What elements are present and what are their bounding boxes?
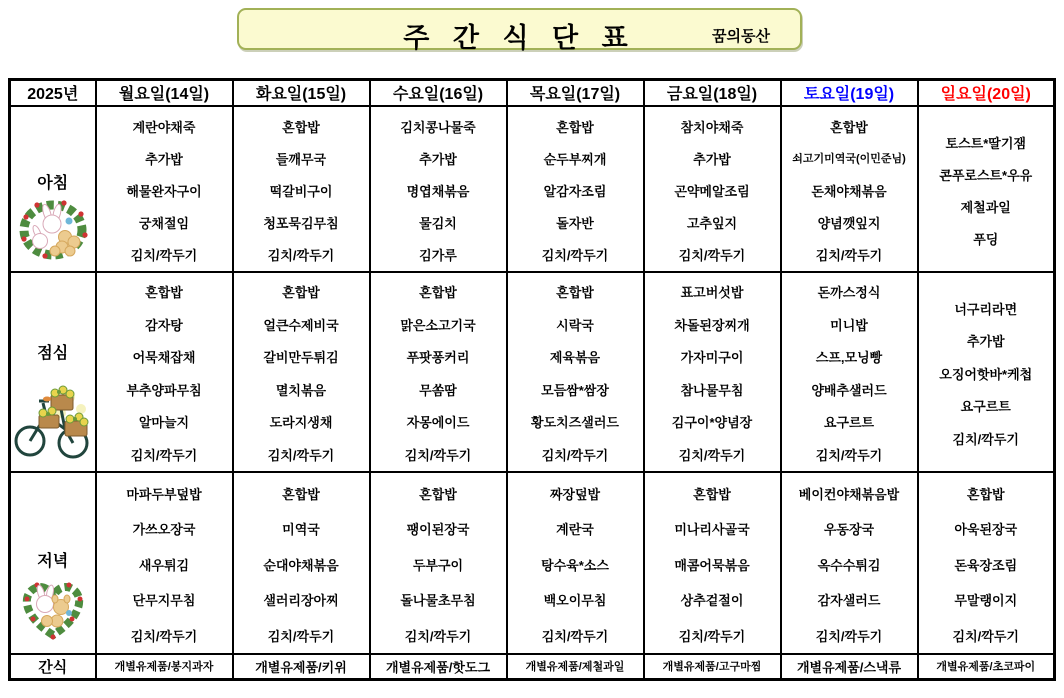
menu-item: 김치/깍두기 [815,247,883,263]
menu-item: 미역국 [282,522,320,538]
menu-item: 순대야채볶음 [263,557,339,573]
menu-item: 김치/깍두기 [267,247,335,263]
menu-item: 김치/깍두기 [952,431,1019,447]
menu-cell-items [919,656,1054,677]
menu-item: 미니밥 [830,317,868,333]
menu-item: 혼합밥 [145,285,183,301]
menu-cell-items [919,123,1054,254]
menu-cell-items [645,473,780,654]
menu-cell [644,472,781,655]
menu-item: 김치/깍두기 [404,447,472,463]
menu-item: 요구르트 [823,415,875,431]
menu-cell [644,106,781,272]
menu-item: 멸치볶음 [275,382,327,398]
flower-bicycle-icon [13,369,93,461]
menu-item: 김치/깍두기 [130,247,198,263]
menu-cell-items [919,473,1054,654]
menu-cell-items [234,473,369,654]
menu-cell [370,472,507,655]
menu-cell-items [97,273,232,471]
menu-item: 얼큰수제비국 [263,317,339,333]
menu-item: 김치/깍두기 [678,628,746,644]
menu-item: 혼합밥 [419,486,457,502]
menu-item: 혼합밥 [419,285,457,301]
menu-item: 백오이무침 [543,593,607,609]
menu-cell [918,272,1055,472]
day-header: 화요일(15일) [233,80,370,106]
menu-item: 김치/깍두기 [815,447,883,463]
menu-cell [781,106,918,272]
menu-cell-items [97,656,232,677]
menu-item: 명엽채볶음 [406,183,470,199]
menu-item: 돈까스정식 [817,285,881,301]
menu-cell [507,654,644,679]
menu-item: 추가밥 [419,151,457,167]
menu-cell-items [645,656,780,677]
menu-item: 김치/깍두기 [541,628,609,644]
menu-item: 혼합밥 [966,486,1005,502]
menu-item: 단무지무침 [132,593,196,609]
menu-cell [233,472,370,655]
meal-row-snack [10,654,1055,679]
menu-cell [96,272,233,472]
menu-item: 혼합밥 [830,119,868,135]
menu-cell [233,654,370,679]
menu-item: 개별유제품/고구마찜 [662,661,762,674]
menu-item: 우동장국 [823,522,875,538]
menu-item: 곤약메알조림 [674,183,750,199]
meal-rowhead-dinner [10,472,96,655]
menu-cell [233,106,370,272]
menu-item: 가쓰오장국 [132,522,196,538]
menu-cell [370,654,507,679]
menu-cell [370,106,507,272]
meal-rowhead-lunch [10,272,96,472]
menu-cell [370,272,507,472]
table-body [10,106,1055,680]
header-row [10,80,1055,106]
menu-item: 차돌된장찌개 [674,317,750,333]
menu-item: 쇠고기미역국(이민준님) [792,153,906,165]
menu-item: 김구이*양념장 [671,415,753,431]
menu-item: 개별유제품/스낵류 [796,659,902,675]
menu-item: 김가루 [419,247,457,263]
menu-item: 탕수육*소스 [541,557,609,573]
menu-cell-items [645,107,780,270]
meal-label-snack: 간식 [38,658,68,676]
meal-rowhead-inner [11,107,95,271]
menu-cell-items [508,273,643,471]
menu-item: 김치/깍두기 [678,447,746,463]
menu-item: 감자탕 [145,317,183,333]
menu-item: 콘푸로스트*우유 [939,167,1033,183]
menu-item: 혼합밥 [693,486,731,502]
menu-item: 감자샐러드 [817,593,881,609]
menu-cell-items [508,107,643,270]
menu-item: 요구르트 [960,399,1011,414]
menu-cell [781,472,918,655]
menu-cell-items [645,273,780,471]
menu-item: 자몽에이드 [406,415,470,431]
menu-item: 도라지생채 [269,415,333,431]
menu-item: 김치/깍두기 [130,447,198,463]
menu-item: 개별유제품/초코파이 [936,661,1036,674]
menu-item: 새우튀김 [138,557,190,573]
menu-item: 추가밥 [693,151,731,167]
menu-cell [507,472,644,655]
meal-rowhead-snack [10,654,96,679]
menu-item: 개별유제품/제철과일 [525,661,625,674]
menu-item: 청포묵김무침 [263,215,339,231]
menu-cell-items [97,473,232,654]
meal-rowhead-inner [11,273,95,471]
menu-item: 옥수수튀김 [817,557,881,573]
menu-item: 추가밥 [145,151,183,167]
menu-item: 두부구이 [412,557,464,573]
menu-item: 돈채야채볶음 [811,183,887,199]
meal-label-dinner: 저녁 [37,553,69,570]
menu-item: 물김치 [419,215,457,231]
menu-item: 어묵채잡채 [132,350,196,366]
day-header: 목요일(17일) [507,80,644,106]
org-name: 꿈의동산 [712,28,770,45]
menu-cell-items [919,289,1054,455]
menu-cell [644,654,781,679]
menu-item: 모듬쌈*쌈장 [541,382,609,398]
menu-item: 제육볶음 [549,350,601,366]
menu-item: 갈비만두튀김 [263,350,339,366]
menu-cell-items [371,656,506,677]
menu-item: 팽이된장국 [406,522,470,538]
menu-item: 계란국 [556,522,594,538]
menu-item: 혼합밥 [282,285,320,301]
menu-item: 스프,모닝빵 [815,350,883,366]
menu-cell [96,106,233,272]
menu-item: 제철과일 [960,199,1011,215]
menu-cell-items [234,656,369,677]
menu-cell [96,472,233,655]
menu-cell [781,654,918,679]
heart-wreath-icon [17,577,89,643]
menu-item: 김치/깍두기 [130,628,198,644]
menu-item: 부추양파무침 [126,382,202,398]
meal-label-breakfast: 아침 [37,174,69,192]
menu-item: 양배추샐러드 [811,382,887,398]
page-title: 주 간 식 단 표 [403,23,636,53]
menu-item: 들깨무국 [275,151,327,167]
menu-item: 맑은소고기국 [400,317,476,333]
meal-rowhead-inner [11,655,95,678]
menu-item: 알감자조림 [543,183,607,199]
menu-item: 혼합밥 [556,119,594,135]
menu-item: 아욱된장국 [954,522,1018,538]
menu-item: 추가밥 [966,334,1005,349]
menu-item: 푸딩 [973,231,999,247]
menu-item: 김치/깍두기 [404,628,472,644]
menu-item: 혼합밥 [556,285,594,301]
menu-item: 김치/깍두기 [541,247,609,263]
menu-item: 표고버섯밥 [680,285,744,301]
meal-label-lunch: 점심 [37,344,69,362]
menu-item: 혼합밥 [282,119,320,135]
menu-item: 마파두부덮밥 [126,486,202,502]
title-box [237,8,802,53]
menu-item: 베이컨야채볶음밥 [798,486,900,502]
menu-cell [96,654,233,679]
menu-cell-items [371,473,506,654]
menu-item: 김치/깍두기 [678,247,746,263]
menu-cell [233,272,370,472]
menu-cell-items [782,473,917,654]
menu-cell [918,654,1055,679]
menu-cell-items [782,656,917,677]
menu-item: 시락국 [556,317,594,333]
menu-item: 황도치즈샐러드 [531,415,619,431]
meal-row-lunch [10,272,1055,472]
meal-row-dinner [10,472,1055,655]
menu-item: 매콤어묵볶음 [674,557,750,573]
menu-cell [918,472,1055,655]
menu-cell [507,106,644,272]
day-header: 금요일(18일) [644,80,781,106]
menu-item: 계란야채죽 [132,119,196,135]
menu-item: 김치/깍두기 [267,447,335,463]
menu-item: 김치/깍두기 [267,628,335,644]
menu-cell-items [371,273,506,471]
menu-item: 너구리라면 [954,301,1018,317]
day-header: 수요일(16일) [370,80,507,106]
menu-item: 떡갈비구이 [269,183,333,199]
menu-item: 돌자반 [556,215,594,231]
wreath-bunnies-icon [17,199,89,261]
day-header: 월요일(14일) [96,80,233,106]
year-header: 2025년 [10,80,96,106]
menu-item: 오징어핫바*케첩 [939,366,1033,382]
meal-row-breakfast [10,106,1055,272]
menu-item: 무말랭이지 [954,593,1018,609]
menu-item: 순두부찌개 [543,151,607,167]
menu-cell-items [371,107,506,270]
menu-item: 궁채절임 [138,215,190,231]
meal-rowhead-breakfast [10,106,96,272]
menu-item: 미나리사골국 [674,522,750,538]
menu-item: 양념깻잎지 [817,215,881,231]
menu-cell-items [508,473,643,654]
meal-rowhead-inner [11,473,95,654]
menu-item: 김치콩나물죽 [400,119,476,135]
menu-cell-items [97,107,232,270]
menu-item: 고추잎지 [686,215,738,231]
menu-item: 개별유제품/키위 [255,659,347,675]
menu-item: 개별유제품/핫도그 [385,659,491,675]
menu-item: 해물완자구이 [126,183,202,199]
menu-item: 알마늘지 [138,415,190,431]
menu-item: 토스트*딸기잼 [945,135,1026,151]
menu-item: 가자미구이 [680,350,744,366]
menu-cell [918,106,1055,272]
menu-cell [644,272,781,472]
menu-cell [781,272,918,472]
menu-cell-items [234,107,369,270]
menu-item: 짜장덮밥 [549,486,601,502]
menu-item: 돌나물초무침 [400,593,476,609]
menu-item: 상추겉절이 [680,593,744,609]
menu-item: 샐러리장아찌 [263,593,339,609]
menu-item: 푸팟퐁커리 [406,350,470,366]
menu-item: 돈육장조림 [954,557,1018,573]
menu-cell-items [782,273,917,471]
menu-item: 김치/깍두기 [815,628,883,644]
menu-item: 혼합밥 [282,486,320,502]
menu-item: 개별유제품/봉지과자 [114,661,214,674]
menu-cell-items [234,273,369,471]
menu-item: 무쏨땀 [419,382,457,398]
menu-item: 김치/깍두기 [952,628,1019,644]
menu-cell [507,272,644,472]
day-header: 일요일(20일) [918,80,1055,106]
menu-item: 참치야채죽 [680,119,744,135]
meal-plan-table [8,78,1056,681]
day-header: 토요일(19일) [781,80,918,106]
menu-item: 김치/깍두기 [541,447,609,463]
menu-cell-items [782,107,917,270]
menu-cell-items [508,656,643,677]
menu-item: 참나물무침 [680,382,744,398]
